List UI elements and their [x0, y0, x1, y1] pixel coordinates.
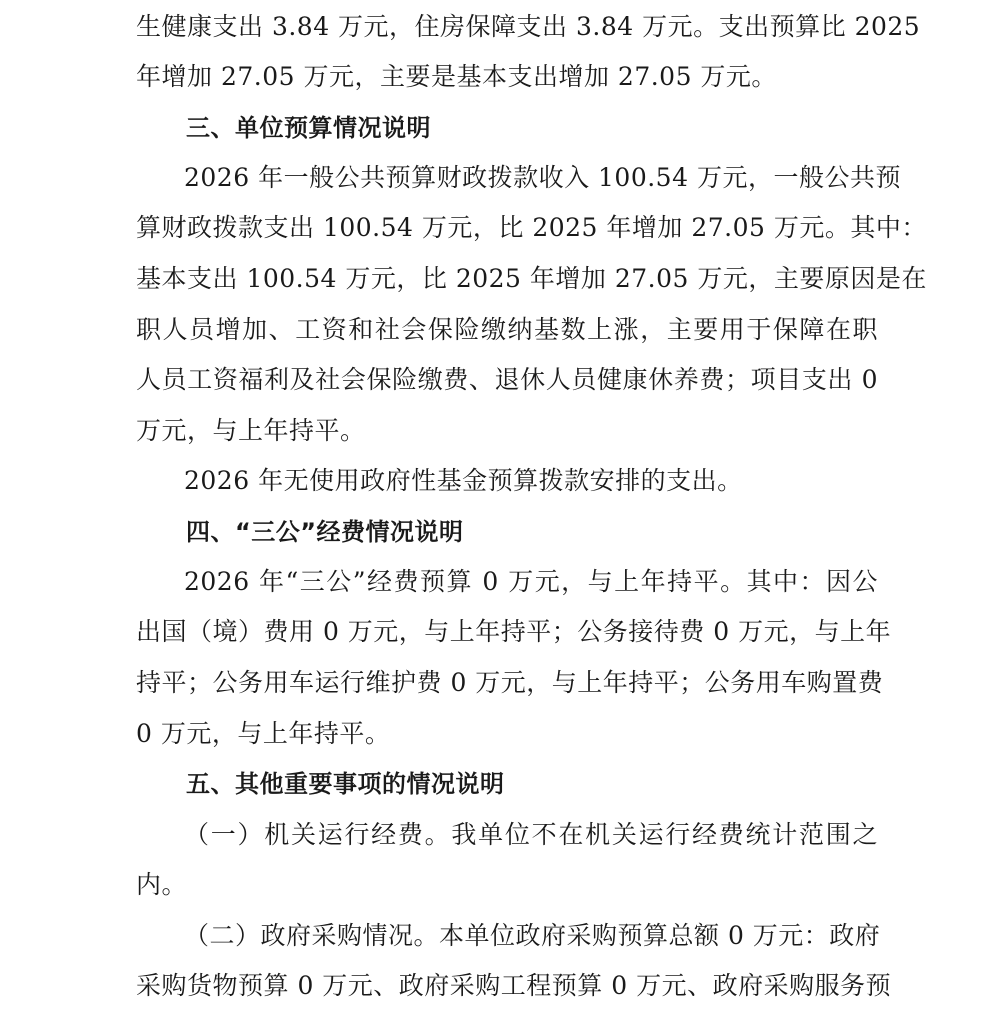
paragraph-line: （二）政府采购情况。本单位政府采购预算总额 0 万元：政府 — [184, 921, 881, 950]
section-heading: 四、“三公”经费情况说明 — [186, 518, 464, 546]
paragraph-line: 职人员增加、工资和社会保险缴纳基数上涨，主要用于保障在职 — [136, 315, 878, 344]
paragraph-line: 基本支出 100.54 万元，比 2025 年增加 27.05 万元，主要原因是在 — [136, 264, 927, 293]
paragraph-line: 采购货物预算 0 万元、政府采购工程预算 0 万元、政府采购服务预 — [136, 971, 892, 1000]
paragraph-line: 2026 年无使用政府性基金预算拨款安排的支出。 — [184, 466, 743, 495]
paragraph-line: 出国（境）费用 0 万元，与上年持平；公务接待费 0 万元，与上年 — [136, 617, 892, 646]
paragraph-line: 人员工资福利及社会保险缴费、退休人员健康休养费；项目支出 0 — [136, 365, 878, 394]
paragraph-line: 0 万元，与上年持平。 — [136, 719, 391, 748]
paragraph-line: 年增加 27.05 万元，主要是基本支出增加 27.05 万元。 — [136, 62, 777, 91]
paragraph-line: 2026 年一般公共预算财政拨款收入 100.54 万元，一般公共预 — [184, 163, 901, 192]
paragraph-line: 算财政拨款支出 100.54 万元，比 2025 年增加 27.05 万元。其中： — [136, 213, 927, 242]
section-heading: 三、单位预算情况说明 — [186, 114, 431, 142]
paragraph-line: 生健康支出 3.84 万元，住房保障支出 3.84 万元。支出预算比 2025 — [136, 12, 921, 41]
paragraph-line: 万元，与上年持平。 — [136, 416, 366, 445]
section-heading: 五、其他重要事项的情况说明 — [186, 770, 505, 798]
paragraph-line: 持平；公务用车运行维护费 0 万元，与上年持平；公务用车购置费 — [136, 668, 884, 697]
paragraph-line: 内。 — [136, 870, 188, 899]
document-page — [136, 0, 927, 1009]
paragraph-line: （一）机关运行经费。我单位不在机关运行经费统计范围之 — [184, 820, 878, 849]
paragraph-line: 2026 年“三公”经费预算 0 万元，与上年持平。其中：因公 — [184, 567, 878, 596]
